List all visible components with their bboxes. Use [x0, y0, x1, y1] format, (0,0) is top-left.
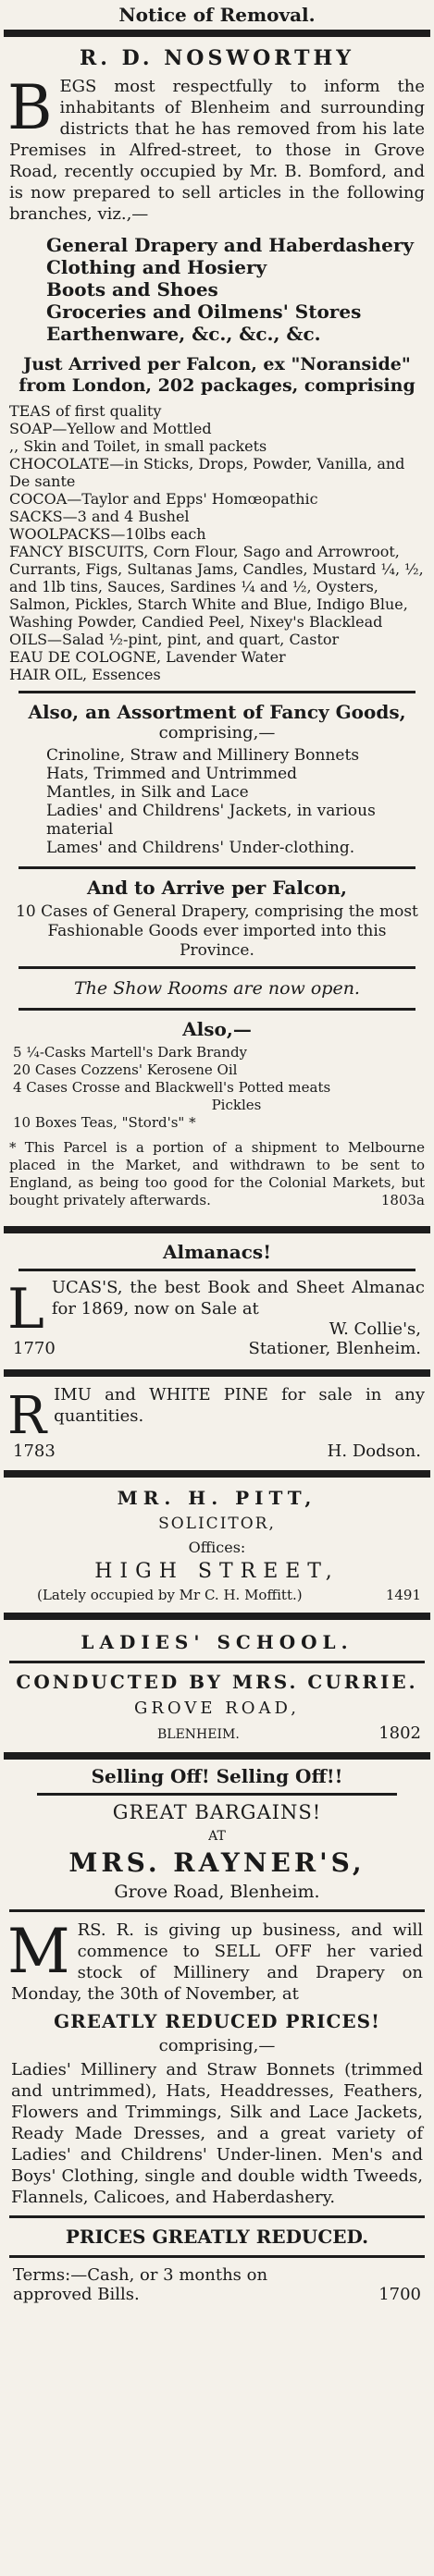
branch-item: Clothing and Hosiery: [46, 256, 267, 278]
divider: [19, 966, 415, 969]
drop-cap: M: [7, 1916, 70, 1987]
branch-item: Groceries and Oilmens' Stores: [46, 301, 362, 323]
almanacs-footer: [13, 1339, 421, 1358]
sale-footer: [13, 2265, 421, 2304]
cases-list: [0, 1044, 434, 1132]
goods-item: SACKS—3 and 4 Bushel: [9, 508, 190, 525]
ad-number: 1770: [13, 1339, 56, 1358]
goods-item: ,, Skin and Toilet, in small packets: [9, 437, 267, 455]
school-road: GROVE ROAD,: [133, 1699, 301, 1718]
pitt-street: HIGH STREET,: [94, 1560, 340, 1583]
rimu-body: [0, 1384, 434, 1446]
almanacs-text: UCAS'S, the best Book and Sheet Almanac for 1869, now on Sale at: [51, 1278, 425, 1319]
divider: [19, 1269, 415, 1271]
school-conducted: CONDUCTED BY MRS. CURRIE.: [16, 1671, 418, 1693]
prices-reduced: PRICES GREATLY REDUCED.: [65, 2226, 369, 2248]
reduced-prices: GREATLY REDUCED PRICES!: [54, 2010, 380, 2032]
almanacs-seller-2: Stationer, Blenheim.: [248, 1339, 421, 1358]
almanacs-seller: W. Collie's,: [329, 1319, 421, 1339]
notice-body: [0, 72, 434, 225]
ad-number: 1700: [378, 2285, 421, 2304]
arrive-heading: And to Arrive per Falcon,: [87, 877, 347, 899]
divider: [9, 2215, 425, 2218]
divider: [19, 866, 415, 869]
divider: [9, 1909, 425, 1912]
divider: [4, 1470, 430, 1478]
sale-terms: Terms:—Cash, or 3 months on approved Bills.: [13, 2265, 268, 2304]
fancy-item: Hats, Trimmed and Untrimmed: [46, 765, 298, 783]
rimu-footer: [13, 1441, 421, 1461]
branch-item: General Drapery and Haberdashery: [46, 234, 414, 256]
fancy-item: Ladies' and Childrens' Jackets, in various material: [46, 802, 376, 839]
footnote: [9, 1139, 425, 1209]
case-item: 20 Cases Cozzens' Kerosene Oil: [13, 1061, 238, 1078]
goods-item: HAIR OIL, Essences: [9, 666, 161, 683]
fancy-list: [0, 746, 434, 857]
divider: [4, 1226, 430, 1233]
show-rooms: The Show Rooms are now open.: [74, 978, 360, 999]
rayner-place: Grove Road, Blenheim.: [114, 1882, 320, 1902]
pitt-role: SOLICITOR,: [158, 1515, 276, 1533]
school-title: LADIES' SCHOOL.: [81, 1631, 353, 1653]
goods-list: [0, 402, 434, 683]
branch-item: Earthenware, &c., &c., &c.: [46, 323, 321, 345]
rayner-name: MRS. RAYNER'S,: [68, 1847, 366, 1878]
pitt-name: MR. H. PITT,: [117, 1487, 317, 1509]
fancy-comprising: comprising,—: [158, 723, 276, 742]
notice-text: EGS most respectfully to inform the inhabitants of Blenheim and surrounding districts that he has removed from his late Premises in Alfred-street, to those in Grove Road, recently occupied by Mr. B. Bomford, and is now prepared to sell articles in the following branches, viz.,—: [9, 77, 425, 224]
sale-items: Ladies' Millinery and Straw Bonnets (trimmed and untrimmed), Hats, Headdresses, Feathers, Flowers and Trimmings, Silk and Lace Jackets, Ready Made Dresses, and a great variety of Ladies' and Childrens' Under-linen. Men's and Boys' Clothing, single and double width Tweeds, Flannels, Calicoes, and Haberdashery.: [11, 2060, 423, 2207]
drop-cap: B: [7, 72, 53, 143]
fancy-heading: Also, an Assortment of Fancy Goods,: [28, 701, 406, 723]
arrived-heading: Just Arrived per Falcon, ex "Noranside" from London, 202 packages, comprising: [19, 354, 415, 396]
merchant-name: R. D. NOSWORTHY: [79, 46, 354, 70]
case-item: 5 ¼-Casks Martell's Dark Brandy: [13, 1044, 248, 1061]
footnote-text: * This Parcel is a portion of a shipment to Melbourne placed in the Market, and withdrawn to be sent to England, as being too good for the Colonial Markets, but bought privately afterwards.: [9, 1139, 425, 1208]
sale-comprising: comprising,—: [158, 2036, 276, 2055]
sale-text: RS. R. is giving up business, and will commence to SELL OFF her varied stock of Millinery and Drapery on Monday, the 30th of November, at: [11, 1920, 423, 2004]
branch-item: Boots and Shoes: [46, 278, 218, 301]
divider: [19, 691, 415, 693]
at-label: AT: [208, 1829, 226, 1844]
ad-number: 1783: [13, 1441, 56, 1461]
branches-list: [0, 234, 434, 345]
case-item: Pickles: [13, 1097, 262, 1113]
goods-item: EAU DE COLOGNE, Lavender Water: [9, 648, 286, 666]
goods-item: FANCY BISCUITS, Corn Flour, Sago and Arrowroot, Currants, Figs, Sultanas Jams, Candles, Mustard ¼, ½, and 1lb tins, Sauces, Sardines ¼ and ½, Oysters, Salmon, Pickles, Starch White and Blue, Indigo Blue, Washing Powder, Candied Peel, Nixey's Blacklead: [9, 543, 424, 631]
notice-heading: Notice of Removal.: [118, 4, 316, 26]
divider: [37, 1793, 397, 1796]
goods-item: OILS—Salad ½-pint, pint, and quart, Castor: [9, 631, 340, 648]
school-town: BLENHEIM.: [157, 1727, 240, 1742]
almanacs-heading: Almanacs!: [163, 1241, 271, 1263]
school-footer: [157, 1723, 421, 1743]
goods-item: SOAP—Yellow and Mottled: [9, 420, 212, 437]
selling-off-heading: Selling Off! Selling Off!!: [91, 1765, 343, 1787]
goods-item: TEAS of first quality: [9, 402, 162, 420]
pitt-note: (Lately occupied by Mr C. H. Moffitt.): [37, 1587, 303, 1603]
pitt-offices: Offices:: [188, 1539, 246, 1556]
ad-number: 1802: [378, 1723, 421, 1743]
rimu-name: H. Dodson.: [327, 1441, 421, 1461]
divider: [4, 1613, 430, 1620]
goods-item: CHOCOLATE—in Sticks, Drops, Powder, Vanilla, and De sante: [9, 455, 405, 490]
footnote-number: 1803a: [380, 1192, 425, 1208]
divider: [4, 30, 430, 37]
case-item: 4 Cases Crosse and Blackwell's Potted meats: [13, 1079, 331, 1096]
goods-item: WOOLPACKS—10lbs each: [9, 525, 206, 543]
fancy-item: Mantles, in Silk and Lace: [46, 783, 249, 802]
divider: [9, 2255, 425, 2258]
case-item: 10 Boxes Teas, "Stord's" *: [13, 1114, 196, 1131]
rimu-text: IMU and WHITE PINE for sale in any quantities.: [54, 1385, 425, 1426]
great-bargains: GREAT BARGAINS!: [112, 1801, 322, 1823]
divider: [4, 1369, 430, 1377]
pitt-footer: [37, 1587, 421, 1603]
arrive-body: 10 Cases of General Drapery, comprising the most Fashionable Goods ever imported into this Province.: [16, 902, 418, 960]
sale-body: [0, 1916, 434, 2005]
fancy-item: Lames' and Childrens' Under-clothing.: [46, 839, 355, 857]
goods-item: COCOA—Taylor and Epps' Homœopathic: [9, 490, 318, 508]
divider: [9, 1661, 425, 1663]
fancy-item: Crinoline, Straw and Millinery Bonnets: [46, 746, 360, 765]
ad-number: 1491: [385, 1587, 421, 1603]
drop-cap: L: [7, 1277, 44, 1342]
also-heading: Also,—: [182, 1018, 252, 1040]
divider: [4, 1752, 430, 1760]
drop-cap: R: [7, 1386, 47, 1446]
divider: [19, 1008, 415, 1011]
